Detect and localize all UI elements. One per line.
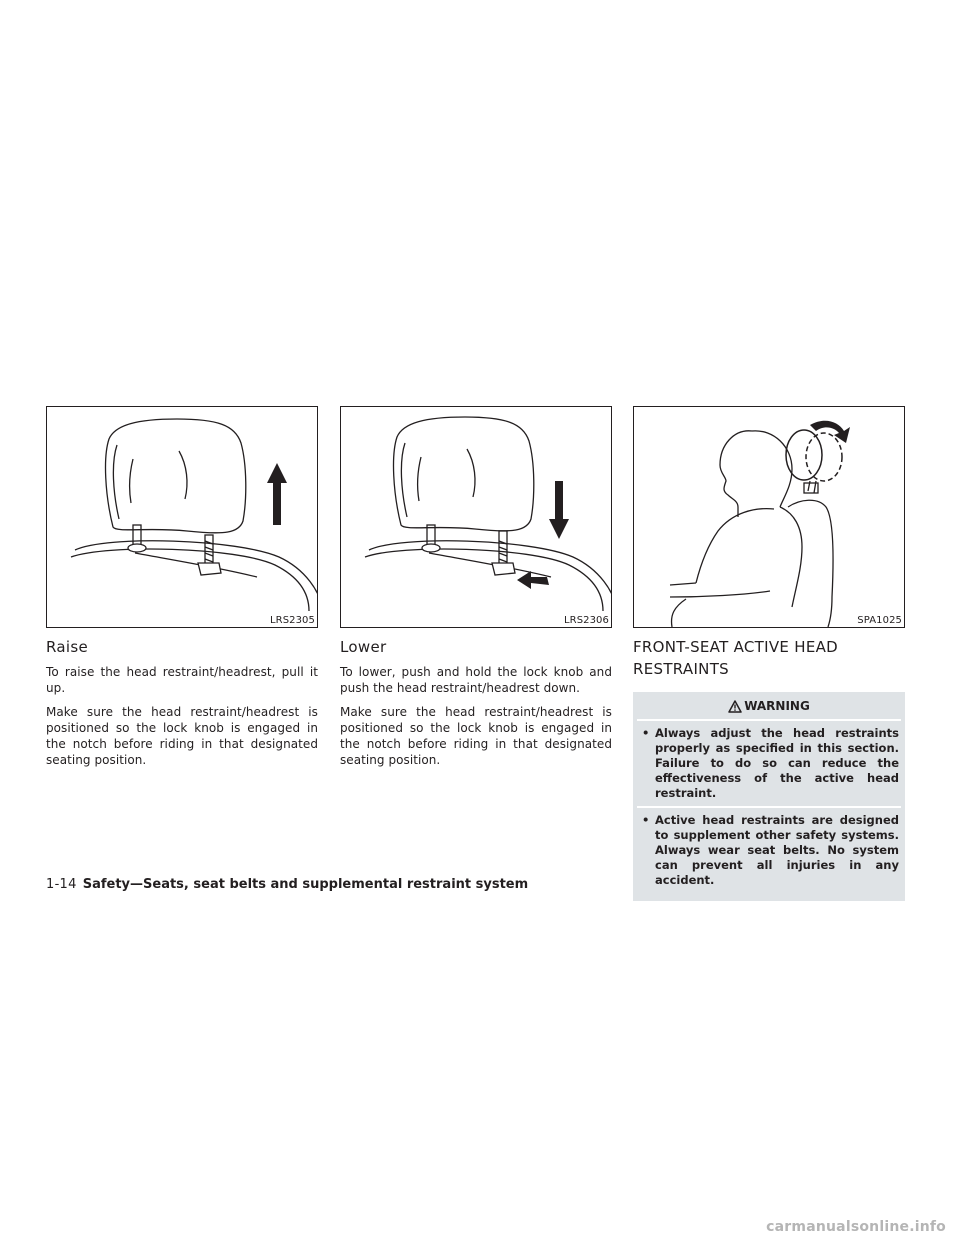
figure-code: LRS2305 (269, 615, 315, 626)
lower-paragraph-2: Make sure the head restraint/headrest is positioned so the lock knob is engaged in the notch before riding in that designated seating position. (340, 705, 612, 767)
page-number: 1-14 (46, 877, 77, 892)
figure-code: SPA1025 (857, 615, 902, 626)
raise-paragraph-1: To raise the head restraint/headrest, pull it up. (46, 665, 318, 695)
arrow-down-icon (549, 481, 569, 539)
arrow-up-icon (267, 463, 287, 525)
warning-item: • Always adjust the head restraints properly as specified in this section. Failure to do so can reduce the effectiveness of the active head restraint. (637, 721, 901, 806)
raise-paragraph-2: Make sure the head restraint/headrest is positioned so the lock knob is engaged in the notch before riding in that designated seating position. (46, 705, 318, 767)
lower-paragraph-1: To lower, push and hold the lock knob and push the head restraint/headrest down. (340, 665, 612, 695)
raise-section (46, 406, 318, 776)
page-footer (46, 876, 528, 894)
active-head-restraints-section (633, 406, 905, 901)
warning-title: WARNING (744, 699, 810, 713)
curved-arrow-icon (810, 421, 850, 443)
warning-header (637, 695, 901, 719)
figure-code: LRS2306 (563, 615, 609, 626)
lower-illustration (340, 406, 612, 628)
warning-triangle-icon (728, 700, 742, 713)
lower-section (340, 406, 612, 776)
raise-illustration (46, 406, 318, 628)
lower-heading: Lower (340, 638, 387, 656)
active-head-restraint-illustration (633, 406, 905, 628)
arrow-push-icon (517, 571, 549, 589)
raise-heading: Raise (46, 638, 88, 656)
occupant-headrest-drawing (634, 407, 904, 627)
chapter-title: Safety—Seats, seat belts and supplemental restraint system (82, 877, 529, 892)
active-heading: FRONT-SEAT ACTIVE HEAD RESTRAINTS (633, 638, 839, 678)
warning-list (637, 719, 901, 893)
headrest-lower-drawing (341, 407, 611, 627)
watermark: carmanualsonline.info (766, 1219, 946, 1235)
warning-box (633, 692, 905, 901)
headrest-raise-drawing (47, 407, 317, 627)
warning-item: • Active head restraints are designed to supplement other safety systems. Always wear seat belts. No system can prevent all injuries in any accident. (637, 806, 901, 893)
